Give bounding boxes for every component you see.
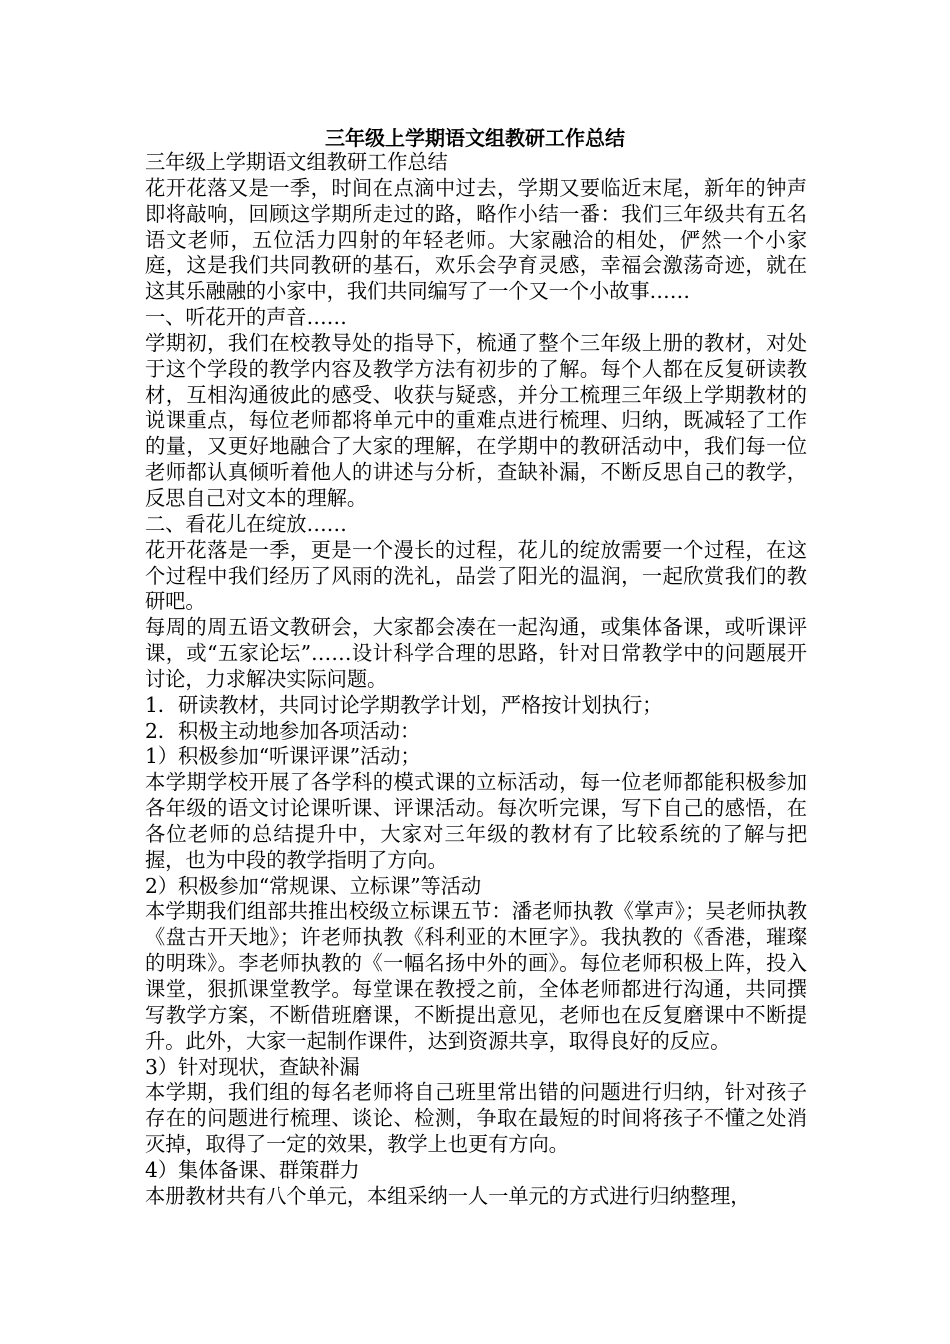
paragraph-subtitle: 三年级上学期语文组教研工作总结 xyxy=(145,150,448,174)
paragraph-sub-3: 本学期，我们组的每名老师将自己班里常出错的问题进行归纳，针对孩子存在的问题进行梳理、谈论、检测，争取在最短的时间将孩子不懂之处消灭掉，取得了一定的效果，教学上也更有方向。 xyxy=(145,1080,807,1157)
paragraph-sub-1: 本学期学校开展了各学科的模式课的立标活动，每一位老师都能积极参加各年级的语文讨论课听课、评课活动。每次听完课，写下自己的感悟，在各位老师的总结提升中，大家对三年级的教材有了比较系统的了解与把握，也为中段的教学指明了方向。 xyxy=(145,770,807,872)
sub-heading-4: 4）集体备课、群策群力 xyxy=(145,1157,360,1182)
sub-heading-2: 2）积极参加“常规课、立标课”等活动 xyxy=(145,873,482,898)
sub-heading-1: 1）积极参加“听课评课”活动； xyxy=(145,744,421,769)
list-item-2: 2．积极主动地参加各项活动： xyxy=(145,718,421,743)
paragraph-section-2b: 每周的周五语文教研会，大家都会凑在一起沟通，或集体备课，或听课评课，或“五家论坛”……设计科学合理的思路，针对日常教学中的问题展开讨论，力求解决实际问题。 xyxy=(145,615,807,691)
paragraph-sub-2: 本学期我们组部共推出校级立标课五节：潘老师执教《掌声》；吴老师执教《盘古开天地》；许老师执教《科利亚的木匣字》。我执教的《香港，璀璨的明珠》。李老师执教的《一幅名扬中外的画》。每位老师积极上阵，投入课堂，狠抓课堂教学。每堂课在教授之前，全体老师都进行沟通，共同撰写教学方案，不断借班磨课，不断提出意见，老师也在反复磨课中不断提升。此外，大家一起制作课件，达到资源共享，取得良好的反应。 xyxy=(145,899,807,1053)
section-heading-2: 二、看花儿在绽放…… xyxy=(145,511,347,536)
paragraph-section-2a: 花开花落是一季，更是一个漫长的过程，花儿的绽放需要一个过程，在这个过程中我们经历了风雨的洗礼，品尝了阳光的温润，一起欣赏我们的教研吧。 xyxy=(145,537,807,614)
paragraph-section-1: 学期初，我们在校教导处的指导下，梳通了整个三年级上册的教材，对处于这个学段的教学内容及教学方法有初步的了解。每个人都在反复研读教材，互相沟通彼此的感受、收获与疑惑，并分工梳理三年级上学期教材的说课重点，每位老师都将单元中的重难点进行梳理、归纳，既减轻了工作的量，又更好地融合了大家的理解，在学期中的教研活动中，我们每一位老师都认真倾听着他人的讲述与分析，查缺补漏，不断反思自己的教学，反思自己对文本的理解。 xyxy=(145,330,807,510)
document-body xyxy=(145,150,807,1210)
sub-heading-3: 3）针对现状，查缺补漏 xyxy=(145,1054,360,1079)
section-heading-1: 一、听花开的声音…… xyxy=(145,305,347,330)
document-title: 三年级上学期语文组教研工作总结 xyxy=(325,126,625,150)
paragraph-sub-4: 本册教材共有八个单元，本组采纳一人一单元的方式进行归纳整理， xyxy=(145,1183,751,1208)
list-item-1: 1．研读教材，共同讨论学期教学计划，严格按计划执行； xyxy=(145,692,663,717)
paragraph-intro: 花开花落又是一季，时间在点滴中过去，学期又要临近末尾，新年的钟声即将敲响，回顾这学期所走过的路，略作小结一番：我们三年级共有五名语文老师，五位活力四射的年轻老师。大家融洽的相处，俨然一个小家庭，这是我们共同教研的基石，欢乐会孕育灵感，幸福会激荡奇迹，就在这其乐融融的小家中，我们共同编写了一个又一个小故事…… xyxy=(145,175,807,304)
